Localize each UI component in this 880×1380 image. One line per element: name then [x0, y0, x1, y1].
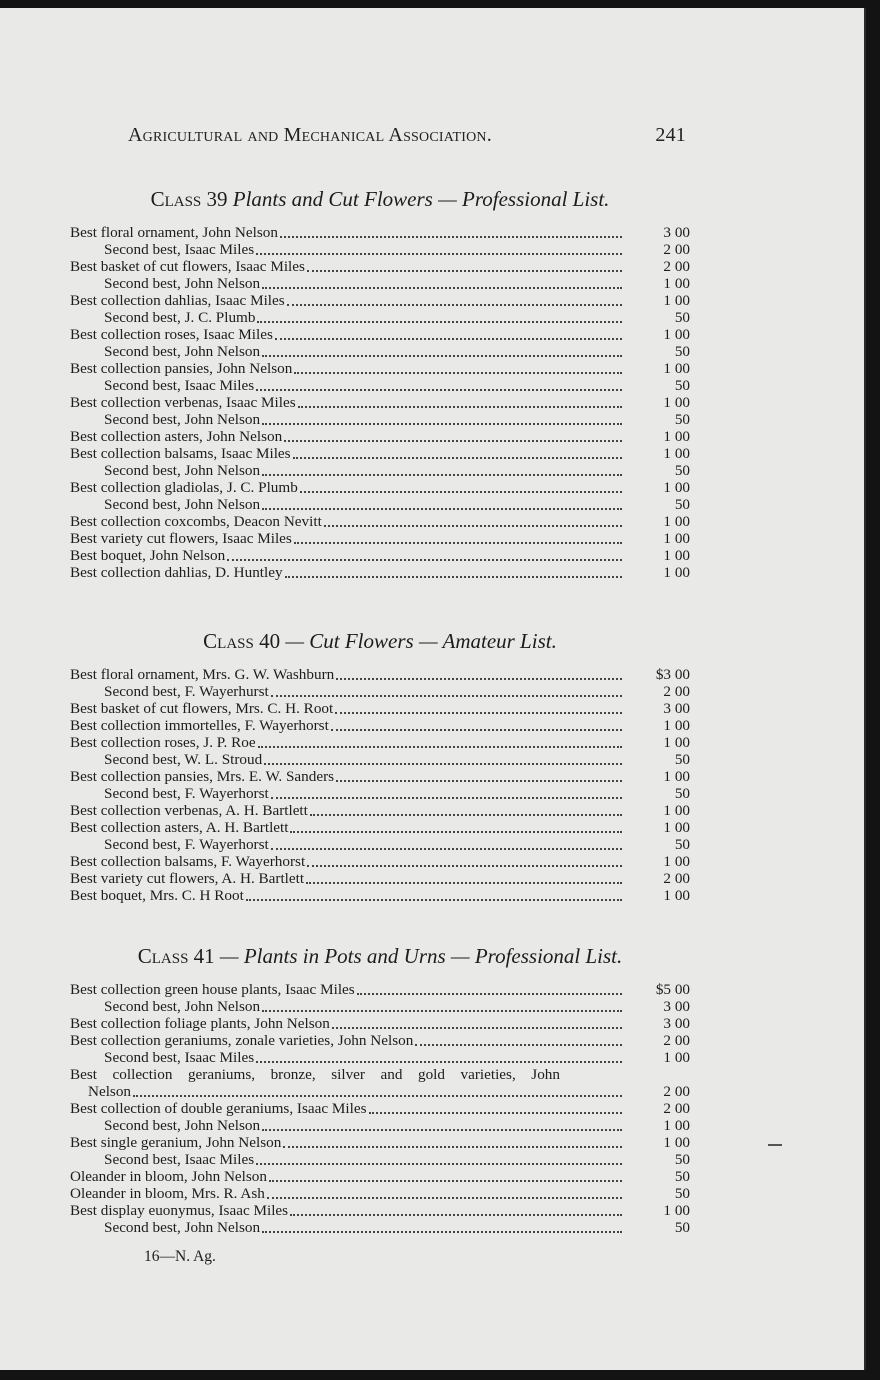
- award-label: Second best, Isaac Miles: [104, 1151, 255, 1168]
- dot-leader: [307, 270, 622, 272]
- award-amount: 1 00: [663, 564, 690, 581]
- dot-leader: [267, 1197, 622, 1199]
- award-label: Best collection foliage plants, John Nelson: [70, 1015, 330, 1032]
- award-row: [70, 564, 690, 581]
- award-label: Second best, J. C. Plumb: [104, 309, 256, 326]
- class-label: Class 40: [203, 629, 281, 653]
- dot-leader: [275, 338, 622, 340]
- dot-leader: [290, 831, 622, 833]
- award-label: Best collection verbenas, Isaac Miles: [70, 394, 296, 411]
- award-label: Second best, Isaac Miles: [104, 1049, 255, 1066]
- award-amount: 1 00: [663, 734, 690, 751]
- award-row: [70, 1117, 690, 1134]
- award-label: Best floral ornament, John Nelson: [70, 224, 278, 241]
- award-amount: 1 00: [663, 1117, 690, 1134]
- award-amount: 50: [674, 751, 690, 768]
- dot-leader: [280, 236, 622, 238]
- award-list: [70, 224, 690, 581]
- dot-leader: [336, 678, 622, 680]
- award-row: [70, 981, 690, 998]
- award-row: [70, 1219, 690, 1236]
- award-amount: 1 00: [663, 768, 690, 785]
- award-amount: 2 00: [663, 258, 690, 275]
- dot-leader: [271, 797, 622, 799]
- dot-leader: [284, 440, 622, 442]
- award-row: [70, 1015, 690, 1032]
- award-amount: 1 00: [663, 887, 690, 904]
- award-label: Second best, John Nelson: [104, 496, 261, 513]
- award-label: Oleander in bloom, John Nelson: [70, 1168, 267, 1185]
- award-label: Second best, John Nelson: [104, 343, 261, 360]
- class-heading: [70, 943, 690, 969]
- award-row: [70, 547, 690, 564]
- dot-leader: [331, 729, 622, 731]
- award-row: [70, 530, 690, 547]
- award-row: [70, 785, 690, 802]
- dot-leader: [294, 372, 622, 374]
- running-title: Agricultural and Mechanical Association.: [128, 124, 492, 146]
- class-title: — Plants in Pots and Urns — Professional List.: [219, 944, 623, 968]
- award-amount: 1 00: [663, 547, 690, 564]
- dot-leader: [294, 542, 622, 544]
- award-amount: 1 00: [663, 1049, 690, 1066]
- award-label: Best collection gladiolas, J. C. Plumb: [70, 479, 298, 496]
- award-label: Best boquet, John Nelson: [70, 547, 226, 564]
- award-list: [70, 666, 690, 904]
- class-heading: [70, 628, 690, 654]
- page-number: 241: [655, 124, 686, 146]
- dot-leader: [336, 780, 622, 782]
- award-row: [70, 224, 690, 241]
- dot-leader: [271, 695, 622, 697]
- award-amount: 50: [674, 1219, 690, 1236]
- dot-leader: [307, 865, 622, 867]
- award-label: Best collection balsams, Isaac Miles: [70, 445, 291, 462]
- award-amount: 2 00: [663, 1083, 690, 1100]
- award-row: [70, 292, 690, 309]
- award-row: [70, 326, 690, 343]
- award-row: [70, 394, 690, 411]
- award-row: [70, 343, 690, 360]
- award-label: Best collection geraniums, bronze, silver and gold varieties, John: [70, 1066, 560, 1083]
- award-amount: 1 00: [663, 819, 690, 836]
- dot-leader: [332, 1027, 622, 1029]
- award-list: [70, 981, 690, 1236]
- award-label: Best variety cut flowers, Isaac Miles: [70, 530, 292, 547]
- award-amount: 50: [674, 462, 690, 479]
- award-label: Best collection asters, John Nelson: [70, 428, 283, 445]
- award-row: [70, 309, 690, 326]
- award-label: Oleander in bloom, Mrs. R. Ash: [70, 1185, 265, 1202]
- award-label: Best floral ornament, Mrs. G. W. Washburn: [70, 666, 335, 683]
- award-label: Best display euonymus, Isaac Miles: [70, 1202, 289, 1219]
- award-row: [70, 479, 690, 496]
- award-label: Second best, F. Wayerhorst: [104, 785, 269, 802]
- award-row: [70, 1202, 690, 1219]
- award-label: Best collection pansies, John Nelson: [70, 360, 293, 377]
- award-amount: 2 00: [663, 683, 690, 700]
- award-row: [70, 1168, 690, 1185]
- dot-leader: [298, 406, 622, 408]
- award-amount: 2 00: [663, 1100, 690, 1117]
- award-label: Best collection pansies, Mrs. E. W. Sanders: [70, 768, 335, 785]
- award-label: Second best, Isaac Miles: [104, 377, 255, 394]
- dot-leader: [324, 525, 622, 527]
- dot-leader: [300, 491, 622, 493]
- dot-leader: [133, 1095, 622, 1097]
- award-amount: $5 00: [655, 981, 690, 998]
- award-row: [70, 1032, 690, 1049]
- award-amount: 1 00: [663, 326, 690, 343]
- award-row: [70, 998, 690, 1015]
- award-amount: 50: [674, 377, 690, 394]
- award-amount: $3 00: [655, 666, 690, 683]
- award-amount: 1 00: [663, 1134, 690, 1151]
- dot-leader: [262, 474, 622, 476]
- award-row: [70, 496, 690, 513]
- award-label: Best boquet, Mrs. C. H Root: [70, 887, 244, 904]
- award-label: Best collection coxcombs, Deacon Nevitt: [70, 513, 322, 530]
- award-row: [70, 853, 690, 870]
- award-amount: 3 00: [663, 700, 690, 717]
- award-label: Second best, John Nelson: [104, 998, 261, 1015]
- award-label: Best collection verbenas, A. H. Bartlett: [70, 802, 308, 819]
- dot-leader: [262, 423, 622, 425]
- award-row: [70, 360, 690, 377]
- dot-leader: [256, 389, 622, 391]
- award-row: [70, 1083, 690, 1100]
- award-row: [70, 717, 690, 734]
- award-row: [70, 377, 690, 394]
- award-row: [70, 887, 690, 904]
- award-row: [70, 428, 690, 445]
- award-label: Best collection balsams, F. Wayerhorst: [70, 853, 306, 870]
- award-label: Best collection dahlias, D. Huntley: [70, 564, 283, 581]
- running-header: [128, 124, 686, 147]
- award-label: Best collection roses, Isaac Miles: [70, 326, 273, 343]
- award-row: [70, 1100, 690, 1117]
- award-amount: 50: [674, 1151, 690, 1168]
- award-amount: 2 00: [663, 241, 690, 258]
- award-label: Second best, John Nelson: [104, 1117, 261, 1134]
- award-label: Best collection green house plants, Isaac Miles: [70, 981, 355, 998]
- award-amount: 1 00: [663, 360, 690, 377]
- award-amount: 50: [674, 309, 690, 326]
- dot-leader: [335, 712, 622, 714]
- award-amount: 50: [674, 1168, 690, 1185]
- class-title: Plants and Cut Flowers — Professional List.: [232, 187, 610, 211]
- dot-leader: [257, 321, 622, 323]
- award-amount: 1 00: [663, 275, 690, 292]
- award-amount: 1 00: [663, 394, 690, 411]
- award-amount: 50: [674, 836, 690, 853]
- award-row: [70, 462, 690, 479]
- award-row: [70, 700, 690, 717]
- dot-leader: [310, 814, 622, 816]
- award-row: [70, 751, 690, 768]
- award-row: [70, 513, 690, 530]
- award-label: Second best, F. Wayerhurst: [104, 683, 269, 700]
- dot-leader: [227, 559, 622, 561]
- award-row: [70, 411, 690, 428]
- award-label: Best collection roses, J. P. Roe: [70, 734, 256, 751]
- award-label: Best basket of cut flowers, Isaac Miles: [70, 258, 305, 275]
- dot-leader: [283, 1146, 622, 1148]
- dot-leader: [262, 287, 622, 289]
- dot-leader: [271, 848, 622, 850]
- award-row: [70, 241, 690, 258]
- award-amount: 1 00: [663, 292, 690, 309]
- award-row: [70, 768, 690, 785]
- award-row: [70, 1151, 690, 1168]
- award-label: Second best, John Nelson: [104, 462, 261, 479]
- dot-leader: [246, 899, 622, 901]
- award-label: Best collection geraniums, zonale varieties, John Nelson: [70, 1032, 414, 1049]
- award-row: [70, 258, 690, 275]
- dot-leader: [415, 1044, 622, 1046]
- class-41-section: [70, 943, 690, 1236]
- award-amount: 50: [674, 1185, 690, 1202]
- award-label: Best collection immortelles, F. Wayerhorst: [70, 717, 329, 734]
- award-label: Best basket of cut flowers, Mrs. C. H. Root: [70, 700, 334, 717]
- award-amount: 50: [674, 411, 690, 428]
- award-amount: 1 00: [663, 479, 690, 496]
- award-amount: 1 00: [663, 802, 690, 819]
- award-label: Second best, John Nelson: [104, 275, 261, 292]
- dot-leader: [262, 508, 622, 510]
- award-row: [70, 1185, 690, 1202]
- dot-leader: [357, 993, 622, 995]
- dot-leader: [369, 1112, 623, 1114]
- award-amount: 1 00: [663, 428, 690, 445]
- award-row: [70, 666, 690, 683]
- award-label: Nelson: [88, 1083, 132, 1100]
- margin-mark: [768, 1144, 782, 1146]
- dot-leader: [264, 763, 622, 765]
- award-label: Best collection of double geraniums, Isaac Miles: [70, 1100, 367, 1117]
- dot-leader: [256, 253, 622, 255]
- class-title: — Cut Flowers — Amateur List.: [285, 629, 557, 653]
- award-amount: 50: [674, 343, 690, 360]
- award-label: Best variety cut flowers, A. H. Bartlett: [70, 870, 305, 887]
- award-row: [70, 1134, 690, 1151]
- class-39-section: [70, 186, 690, 581]
- dot-leader: [258, 746, 622, 748]
- award-amount: 1 00: [663, 853, 690, 870]
- award-label: Best collection dahlias, Isaac Miles: [70, 292, 285, 309]
- dot-leader: [306, 882, 622, 884]
- award-amount: 1 00: [663, 513, 690, 530]
- dot-leader: [269, 1180, 622, 1182]
- award-row: [70, 275, 690, 292]
- dot-leader: [256, 1163, 622, 1165]
- award-amount: 1 00: [663, 445, 690, 462]
- class-label: Class 39: [150, 187, 228, 211]
- dot-leader: [262, 355, 622, 357]
- dot-leader: [287, 304, 622, 306]
- award-label: Best single geranium, John Nelson: [70, 1134, 282, 1151]
- dot-leader: [293, 457, 622, 459]
- award-row: [70, 836, 690, 853]
- page-paper: [0, 8, 866, 1370]
- award-label: Second best, Isaac Miles: [104, 241, 255, 258]
- award-row: [70, 870, 690, 887]
- award-amount: 1 00: [663, 530, 690, 547]
- award-label: Second best, John Nelson: [104, 1219, 261, 1236]
- award-amount: 50: [674, 785, 690, 802]
- award-row: [70, 683, 690, 700]
- award-row: [70, 445, 690, 462]
- dot-leader: [290, 1214, 622, 1216]
- award-label: Second best, F. Wayerhorst: [104, 836, 269, 853]
- award-row: [70, 802, 690, 819]
- award-amount: 1 00: [663, 717, 690, 734]
- award-row: [70, 819, 690, 836]
- class-label: Class 41: [137, 944, 215, 968]
- signature-mark: 16—N. Ag.: [144, 1248, 216, 1265]
- award-amount: 2 00: [663, 870, 690, 887]
- award-row: [70, 1049, 690, 1066]
- dot-leader: [262, 1129, 622, 1131]
- dot-leader: [285, 576, 622, 578]
- award-amount: 1 00: [663, 1202, 690, 1219]
- award-row: [70, 1066, 690, 1083]
- class-40-section: [70, 628, 690, 904]
- award-amount: 3 00: [663, 998, 690, 1015]
- award-amount: 50: [674, 496, 690, 513]
- class-heading: [70, 186, 690, 212]
- award-label: Second best, W. L. Stroud: [104, 751, 263, 768]
- award-amount: 2 00: [663, 1032, 690, 1049]
- award-row: [70, 734, 690, 751]
- award-label: Second best, John Nelson: [104, 411, 261, 428]
- award-label: Best collection asters, A. H. Bartlett: [70, 819, 289, 836]
- dot-leader: [256, 1061, 622, 1063]
- award-amount: 3 00: [663, 224, 690, 241]
- dot-leader: [262, 1231, 622, 1233]
- dot-leader: [262, 1010, 622, 1012]
- award-amount: 3 00: [663, 1015, 690, 1032]
